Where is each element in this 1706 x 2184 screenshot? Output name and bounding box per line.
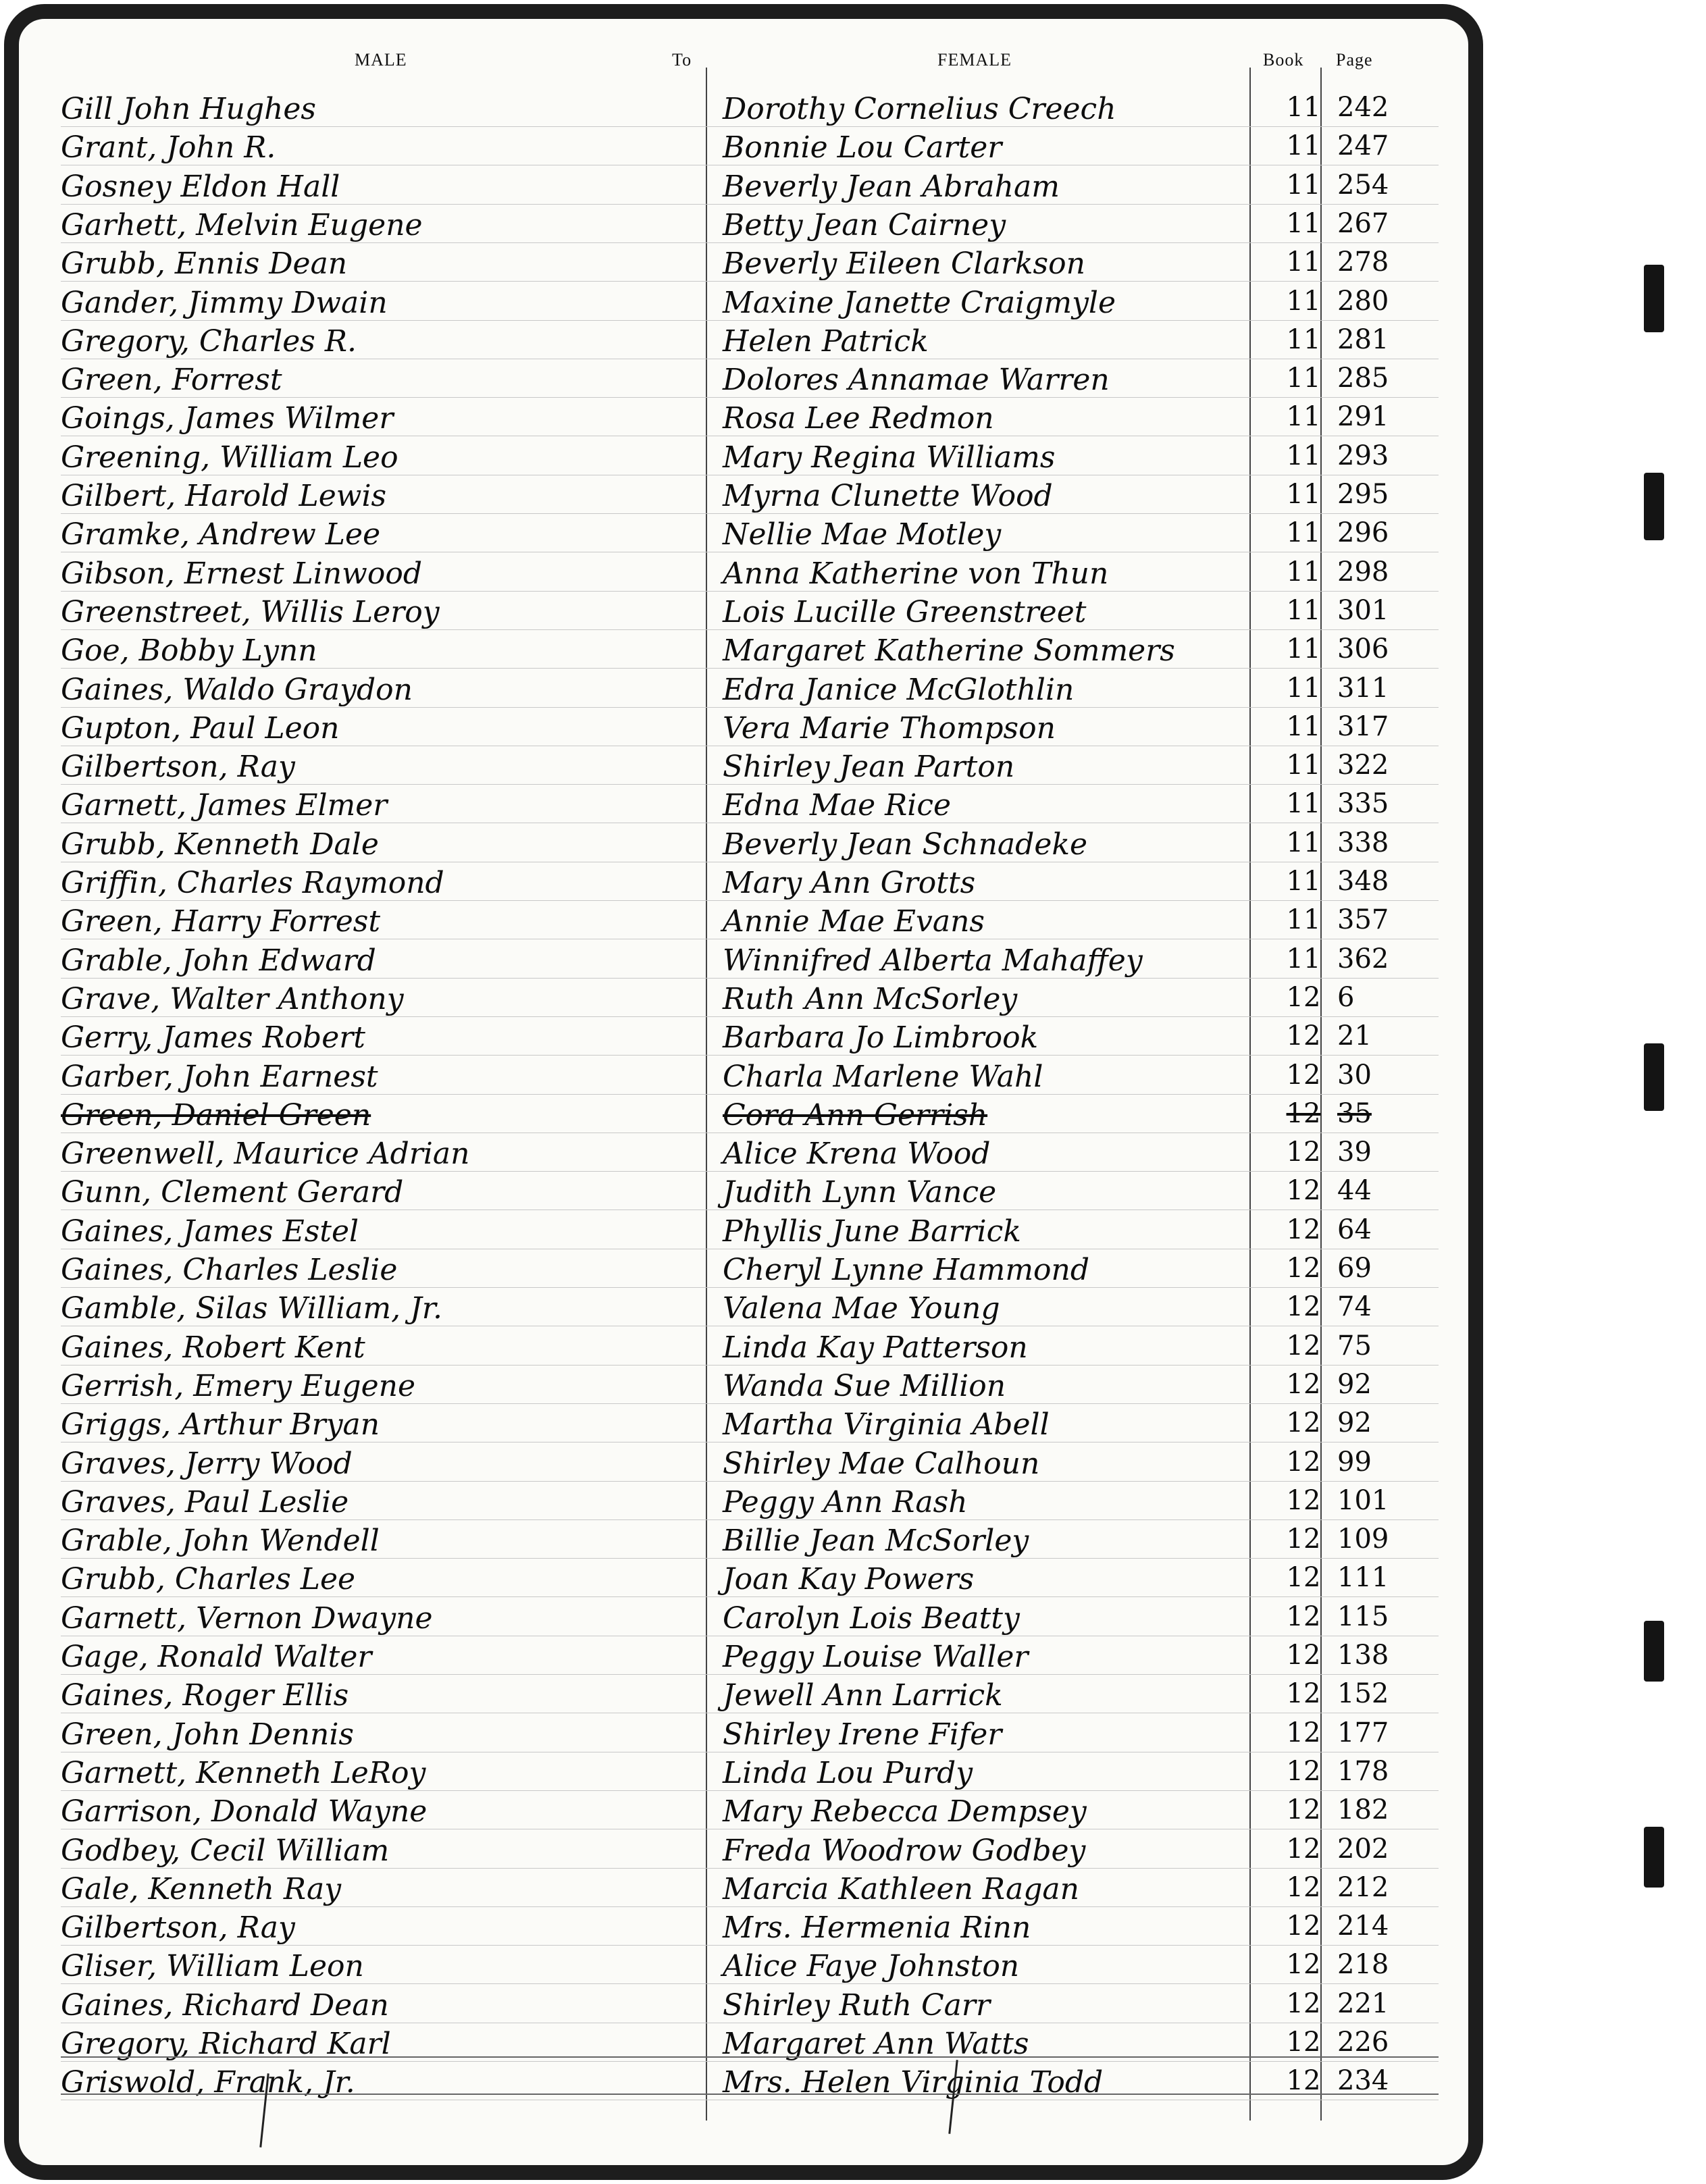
- female-name: Barbara Jo Limbrook: [723, 1020, 1039, 1056]
- book-number: 12: [1286, 1755, 1321, 1787]
- book-number: 11: [1286, 246, 1321, 278]
- page-column-header: Page: [1336, 50, 1373, 70]
- male-name: Grubb, Charles Lee: [61, 1562, 356, 1597]
- male-name: Goings, James Wilmer: [61, 401, 394, 436]
- ledger-row: [61, 1790, 1439, 1829]
- female-name: Peggy Ann Rash: [723, 1484, 968, 1519]
- male-name: Gaines, Richard Dean: [61, 1987, 389, 2023]
- footer-rule: [61, 2056, 1439, 2058]
- female-name: Beverly Jean Schnadeke: [723, 827, 1088, 862]
- male-name: Gibson, Ernest Linwood: [61, 556, 422, 591]
- page-number: 285: [1337, 363, 1389, 394]
- ledger-row: [61, 1326, 1439, 1366]
- female-name: Dolores Annamae Warren: [723, 363, 1110, 398]
- book-number: 12: [1286, 1524, 1321, 1555]
- page-number: 281: [1337, 323, 1389, 355]
- female-name: Edna Mae Rice: [723, 788, 952, 823]
- female-name: Jewell Ann Larrick: [723, 1678, 1003, 1713]
- page-number: 278: [1337, 246, 1389, 278]
- female-name: Margaret Ann Watts: [723, 2027, 1029, 2061]
- ledger-row: [61, 320, 1439, 359]
- book-number: 12: [1286, 1407, 1321, 1439]
- book-number: 12: [1286, 1910, 1321, 1942]
- ledger-row: [61, 1056, 1439, 1095]
- male-name: Grant, John R.: [61, 130, 276, 165]
- page-number: 322: [1337, 750, 1389, 781]
- book-number: 12: [1286, 1137, 1321, 1168]
- female-name: Linda Lou Purdy: [723, 1755, 973, 1790]
- ledger-row: [61, 746, 1439, 785]
- book-number: 12: [1286, 1253, 1321, 1284]
- page-number: 178: [1337, 1755, 1389, 1787]
- female-name: Maxine Janette Craigmyle: [723, 285, 1116, 320]
- ledger-row: [61, 1403, 1439, 1442]
- male-name: Griswold, Frank, Jr.: [61, 2065, 355, 2100]
- female-name: Bonnie Lou Carter: [723, 130, 1002, 165]
- book-number: 11: [1286, 401, 1321, 433]
- page-number: 280: [1337, 285, 1389, 317]
- male-name: Gamble, Silas William, Jr.: [61, 1291, 442, 1326]
- female-name: Freda Woodrow Godbey: [723, 1833, 1086, 1868]
- female-name: Shirley Ruth Carr: [723, 1987, 990, 2023]
- male-name: Graves, Paul Leslie: [61, 1484, 349, 1519]
- book-number: 11: [1286, 479, 1321, 510]
- binding-mark: [1644, 1827, 1664, 1888]
- page-number: 293: [1337, 440, 1389, 471]
- male-name: Gramke, Andrew Lee: [61, 517, 381, 552]
- female-name: Peggy Louise Waller: [723, 1640, 1029, 1674]
- ledger-row: [61, 591, 1439, 630]
- female-name: Shirley Mae Calhoun: [723, 1446, 1040, 1481]
- book-number: 12: [1286, 1020, 1321, 1052]
- ledger-row: [61, 1945, 1439, 1984]
- book-number: 11: [1286, 788, 1321, 820]
- male-name: Greenstreet, Willis Leroy: [61, 594, 440, 629]
- marriage-ledger: [47, 41, 1449, 2148]
- ledger-row: [61, 1868, 1439, 1907]
- page-number: 39: [1337, 1137, 1372, 1168]
- page-number: 234: [1337, 2065, 1389, 2097]
- page-number: 311: [1337, 672, 1389, 704]
- ledger-row: [61, 1636, 1439, 1675]
- book-number: 12: [1286, 2065, 1321, 2097]
- male-name: Garnett, James Elmer: [61, 788, 388, 823]
- female-name: Valena Mae Young: [723, 1291, 1000, 1326]
- page-number: 298: [1337, 556, 1389, 588]
- male-name: Gaines, Charles Leslie: [61, 1253, 398, 1287]
- female-name: Judith Lynn Vance: [723, 1175, 997, 1210]
- male-name: Grable, John Edward: [61, 943, 376, 978]
- book-number: 11: [1286, 169, 1321, 201]
- female-name: Martha Virginia Abell: [723, 1407, 1050, 1442]
- book-number: 11: [1286, 750, 1321, 781]
- page-number: 348: [1337, 866, 1389, 897]
- female-name: Mary Regina Williams: [723, 440, 1056, 475]
- ledger-row: [61, 359, 1439, 398]
- book-number: 11: [1286, 207, 1321, 239]
- male-name: Gliser, William Leon: [61, 1949, 364, 1984]
- female-name: Nellie Mae Motley: [723, 517, 1002, 552]
- female-name: Joan Kay Powers: [723, 1562, 975, 1597]
- male-name: Gaines, James Estel: [61, 1214, 359, 1249]
- female-name: Edra Janice McGlothlin: [723, 672, 1075, 707]
- page-number: 247: [1337, 130, 1389, 162]
- book-number: 11: [1286, 556, 1321, 588]
- book-number: 12: [1286, 1562, 1321, 1594]
- female-name: Phyllis June Barrick: [723, 1214, 1021, 1249]
- ledger-row: [61, 939, 1439, 979]
- book-number: 12: [1286, 1214, 1321, 1245]
- page-number: 30: [1337, 1059, 1372, 1091]
- book-number: 11: [1286, 710, 1321, 742]
- page-number: 254: [1337, 169, 1389, 201]
- female-name: Cheryl Lynne Hammond: [723, 1253, 1090, 1287]
- book-number: 12: [1286, 1097, 1321, 1129]
- page-number: 109: [1337, 1524, 1389, 1555]
- book-number: 12: [1286, 1833, 1321, 1865]
- page-number: 152: [1337, 1678, 1389, 1710]
- ledger-row: [61, 669, 1439, 708]
- binding-mark: [1644, 473, 1664, 540]
- female-name: Marcia Kathleen Ragan: [723, 1871, 1079, 1906]
- binding-mark: [1644, 1043, 1664, 1111]
- male-name: Garnett, Vernon Dwayne: [61, 1601, 433, 1636]
- book-number: 12: [1286, 1794, 1321, 1826]
- book-number: 11: [1286, 517, 1321, 549]
- book-number: 12: [1286, 1871, 1321, 1903]
- ledger-row: [61, 126, 1439, 165]
- male-name: Gaines, Roger Ellis: [61, 1678, 349, 1713]
- male-name: Graves, Jerry Wood: [61, 1446, 353, 1481]
- ledger-row: [61, 1481, 1439, 1520]
- ledger-row: [61, 978, 1439, 1017]
- female-column-header: FEMALE: [937, 50, 1012, 70]
- female-name: Mary Ann Grotts: [723, 866, 976, 900]
- ledger-row: [61, 165, 1439, 205]
- book-number: 12: [1286, 1601, 1321, 1632]
- female-name: Myrna Clunette Wood: [723, 479, 1053, 513]
- book-number: 12: [1286, 1368, 1321, 1400]
- page-number: 242: [1337, 92, 1389, 123]
- male-name: Gilbertson, Ray: [61, 750, 295, 785]
- male-name: Godbey, Cecil William: [61, 1833, 390, 1868]
- ledger-row: [61, 1442, 1439, 1482]
- book-number: 12: [1286, 1678, 1321, 1710]
- male-name: Gerrish, Emery Eugene: [61, 1368, 416, 1403]
- male-name: Green, John Dennis: [61, 1717, 355, 1752]
- ledger-row: [61, 88, 1439, 127]
- ledger-row: [61, 282, 1439, 321]
- male-name: Grable, John Wendell: [61, 1524, 380, 1559]
- ledger-row: [61, 1829, 1439, 1869]
- female-name: Helen Patrick: [723, 323, 929, 359]
- page-number: 92: [1337, 1407, 1372, 1439]
- to-column-header: To: [672, 50, 692, 70]
- male-name: Gosney Eldon Hall: [61, 169, 340, 204]
- page-number: 267: [1337, 207, 1389, 239]
- male-name: Griffin, Charles Raymond: [61, 866, 444, 900]
- male-name: Grubb, Kenneth Dale: [61, 827, 379, 862]
- female-name: Annie Mae Evans: [723, 904, 985, 939]
- ledger-row: [61, 1287, 1439, 1326]
- book-number: 12: [1286, 1446, 1321, 1478]
- page-number: 202: [1337, 1833, 1389, 1865]
- page-number: 111: [1337, 1562, 1389, 1594]
- book-number: 12: [1286, 1949, 1321, 1981]
- male-name: Green, Harry Forrest: [61, 904, 381, 939]
- female-name: Linda Kay Patterson: [723, 1330, 1028, 1365]
- page-number: 138: [1337, 1640, 1389, 1671]
- page-number: 92: [1337, 1368, 1372, 1400]
- ledger-row: [61, 552, 1439, 592]
- page-number: 177: [1337, 1717, 1389, 1748]
- ledger-row: [61, 784, 1439, 823]
- male-name: Gage, Ronald Walter: [61, 1640, 372, 1674]
- female-name: Billie Jean McSorley: [723, 1524, 1029, 1559]
- female-name: Beverly Jean Abraham: [723, 169, 1060, 204]
- book-number: 11: [1286, 92, 1321, 123]
- ledger-row: [61, 436, 1439, 475]
- page-number: 99: [1337, 1446, 1372, 1478]
- page-number: 101: [1337, 1484, 1389, 1516]
- female-name: Beverly Eileen Clarkson: [723, 246, 1085, 282]
- ledger-row: [61, 1016, 1439, 1056]
- male-name: Greening, William Leo: [61, 440, 398, 475]
- book-number: 12: [1286, 1640, 1321, 1671]
- female-name: Wanda Sue Million: [723, 1368, 1006, 1403]
- male-name: Goe, Bobby Lynn: [61, 633, 317, 669]
- page-number: 44: [1337, 1175, 1372, 1207]
- ledger-row: [61, 1365, 1439, 1404]
- male-name: Garrison, Donald Wayne: [61, 1794, 428, 1829]
- female-name: Cora Ann Gerrish: [723, 1097, 988, 1133]
- page-number: 69: [1337, 1253, 1372, 1284]
- ledger-row: [61, 862, 1439, 901]
- page-number: 291: [1337, 401, 1389, 433]
- book-number: 11: [1286, 633, 1321, 665]
- page-number: 21: [1337, 1020, 1372, 1052]
- page-number: 295: [1337, 479, 1389, 510]
- male-name: Gerry, James Robert: [61, 1020, 365, 1056]
- ledger-row: [61, 823, 1439, 862]
- male-name: Gregory, Charles R.: [61, 323, 357, 359]
- book-number: 12: [1286, 2027, 1321, 2058]
- ledger-row: [61, 242, 1439, 282]
- female-name: Betty Jean Cairney: [723, 207, 1006, 242]
- ledger-row: [61, 475, 1439, 514]
- book-number: 11: [1286, 594, 1321, 626]
- male-name: Garber, John Earnest: [61, 1059, 378, 1094]
- page-number: 338: [1337, 827, 1389, 858]
- page-number: 218: [1337, 1949, 1389, 1981]
- page-number: 212: [1337, 1871, 1389, 1903]
- book-number: 12: [1286, 1987, 1321, 2019]
- female-name: Rosa Lee Redmon: [723, 401, 994, 436]
- male-name: Gale, Kenneth Ray: [61, 1871, 342, 1906]
- ledger-row: [61, 204, 1439, 243]
- female-name: Ruth Ann McSorley: [723, 981, 1018, 1016]
- male-name: Gaines, Waldo Graydon: [61, 672, 413, 707]
- male-name: Gill John Hughes: [61, 92, 316, 126]
- ledger-row: [61, 1133, 1439, 1172]
- male-name: Garnett, Kenneth LeRoy: [61, 1755, 426, 1790]
- male-name: Griggs, Arthur Bryan: [61, 1407, 380, 1442]
- page-number: 74: [1337, 1291, 1372, 1323]
- book-number: 11: [1286, 323, 1321, 355]
- ledger-row: [61, 1752, 1439, 1791]
- female-name: Charla Marlene Wahl: [723, 1059, 1043, 1094]
- ledger-row: [61, 1519, 1439, 1559]
- male-name: Gander, Jimmy Dwain: [61, 285, 388, 320]
- female-name: Alice Faye Johnston: [723, 1949, 1020, 1984]
- book-number: 11: [1286, 130, 1321, 162]
- ledger-row: [61, 629, 1439, 669]
- page-number: 6: [1337, 981, 1355, 1013]
- page-number: 335: [1337, 788, 1389, 820]
- ledger-row: [61, 707, 1439, 746]
- footer-rule: [61, 2094, 1439, 2095]
- book-number: 12: [1286, 1484, 1321, 1516]
- female-name: Margaret Katherine Sommers: [723, 633, 1175, 669]
- page-number: 362: [1337, 943, 1389, 974]
- ledger-row: [61, 1906, 1439, 1946]
- male-name: Garhett, Melvin Eugene: [61, 207, 423, 242]
- book-number: 12: [1286, 1059, 1321, 1091]
- ledger-row: [61, 1597, 1439, 1636]
- female-name: Mary Rebecca Dempsey: [723, 1794, 1087, 1829]
- male-name: Gregory, Richard Karl: [61, 2027, 391, 2061]
- book-number: 11: [1286, 440, 1321, 471]
- book-number: 11: [1286, 285, 1321, 317]
- book-number: 11: [1286, 672, 1321, 704]
- female-name: Shirley Jean Parton: [723, 750, 1015, 785]
- book-number: 12: [1286, 1330, 1321, 1361]
- page-number: 214: [1337, 1910, 1389, 1942]
- ledger-row: [61, 900, 1439, 939]
- female-name: Carolyn Lois Beatty: [723, 1601, 1020, 1636]
- page-number: 64: [1337, 1214, 1372, 1245]
- book-column-header: Book: [1263, 50, 1304, 70]
- male-name: Grubb, Ennis Dean: [61, 246, 348, 282]
- male-column-header: MALE: [355, 50, 407, 70]
- ledger-row: [61, 1249, 1439, 1288]
- female-name: Vera Marie Thompson: [723, 710, 1056, 746]
- male-name: Gaines, Robert Kent: [61, 1330, 365, 1365]
- male-name: Grave, Walter Anthony: [61, 981, 404, 1016]
- ledger-row: [61, 397, 1439, 436]
- book-number: 11: [1286, 904, 1321, 936]
- page-number: 317: [1337, 710, 1389, 742]
- female-name: Winnifred Alberta Mahaffey: [723, 943, 1143, 978]
- book-number: 11: [1286, 866, 1321, 897]
- binding-mark: [1644, 265, 1664, 332]
- male-name: Gupton, Paul Leon: [61, 710, 340, 746]
- ledger-row: [61, 1984, 1439, 2023]
- female-name: Lois Lucille Greenstreet: [723, 594, 1087, 629]
- book-number: 11: [1286, 363, 1321, 394]
- ledger-row: [61, 1558, 1439, 1597]
- book-number: 12: [1286, 1717, 1321, 1748]
- page-number: 357: [1337, 904, 1389, 936]
- male-name: Gilbertson, Ray: [61, 1910, 295, 1946]
- ledger-row: [61, 1171, 1439, 1210]
- book-number: 11: [1286, 827, 1321, 858]
- page-number: 301: [1337, 594, 1389, 626]
- ledger-row: [61, 1210, 1439, 1249]
- page-number: 296: [1337, 517, 1389, 549]
- ledger-row: [61, 1674, 1439, 1713]
- ledger-row: [61, 513, 1439, 552]
- book-number: 11: [1286, 943, 1321, 974]
- book-number: 12: [1286, 1291, 1321, 1323]
- page-number: 306: [1337, 633, 1389, 665]
- book-number: 12: [1286, 1175, 1321, 1207]
- page-number: 182: [1337, 1794, 1389, 1826]
- male-name: Green, Forrest: [61, 363, 282, 398]
- page-number: 115: [1337, 1601, 1389, 1632]
- male-name: Gilbert, Harold Lewis: [61, 479, 387, 513]
- page-number: 226: [1337, 2027, 1389, 2058]
- page-number: 221: [1337, 1987, 1389, 2019]
- female-name: Alice Krena Wood: [723, 1137, 991, 1172]
- page-number: 35: [1337, 1097, 1372, 1129]
- male-name: Greenwell, Maurice Adrian: [61, 1137, 470, 1172]
- ledger-row: [61, 1094, 1439, 1133]
- book-number: 12: [1286, 981, 1321, 1013]
- male-name: Gunn, Clement Gerard: [61, 1175, 404, 1210]
- female-name: Shirley Irene Fifer: [723, 1717, 1002, 1752]
- binding-mark: [1644, 1621, 1664, 1682]
- female-name: Mrs. Helen Virginia Todd: [723, 2065, 1104, 2100]
- female-name: Dorothy Cornelius Creech: [723, 92, 1116, 126]
- page-margin: [1483, 0, 1706, 2184]
- female-name: Anna Katherine von Thun: [723, 556, 1109, 591]
- male-name: Green, Daniel Green: [61, 1097, 371, 1133]
- page-number: 75: [1337, 1330, 1372, 1361]
- ledger-row: [61, 1713, 1439, 1752]
- female-name: Mrs. Hermenia Rinn: [723, 1910, 1031, 1946]
